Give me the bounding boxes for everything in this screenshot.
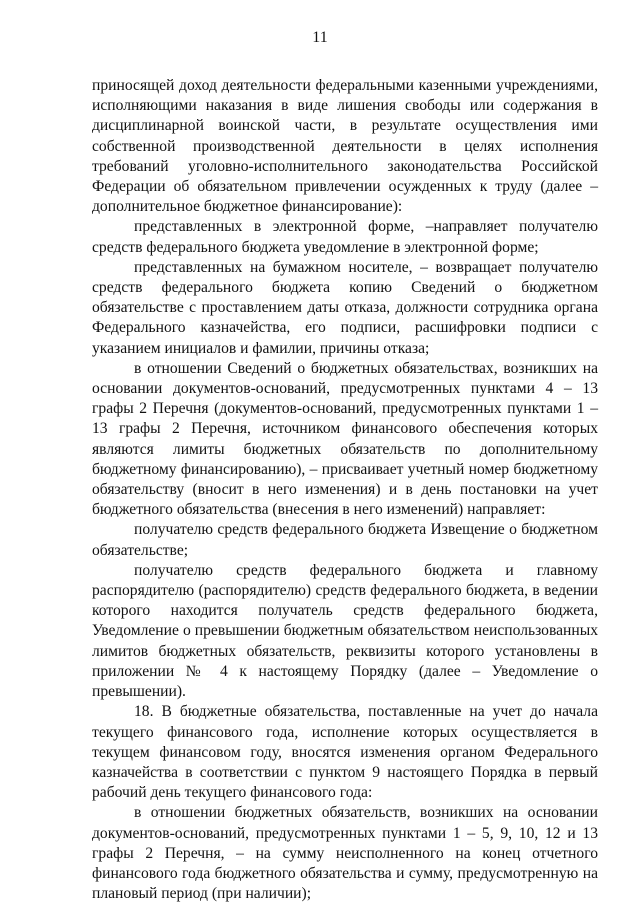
paragraph-budget-obligation-info: в отношении Сведений о бюджетных обязательствах, возникших на основании документов-оснований, предусмотренных пунктами 4 – 13 графы 2 Перечня (документов-оснований, предусмотренных пунктами 1 – 13 графы 2 Перечня, источником финансового обеспечения которых являются лимиты бюджетных обязательств по дополнительному бюджетному финансированию), – присваивает учетный номер бюджетному обязательству (вносит в него изменения) и в день постановки на учет бюджетного обязательства (внесения в него изменений) направляет:: [92, 359, 598, 519]
paragraph-continued: приносящей доход деятельности федеральными казенными учреждениями, исполняющими наказания в виде лишения свободы или содержания в дисциплинарной воинской части, в результате осуществления ими собственной производственной деятельности в целях исполнения требований уголовно-исполнительного законодательства Российской Федерации об обязательном привлечении осужденных к труду (далее – дополнительное бюджетное финансирование):: [92, 77, 598, 216]
document-body: [92, 76, 598, 904]
paragraph-recipient-notice: получателю средств федерального бюджета Извещение о бюджетном обязательстве;: [92, 521, 598, 559]
paragraph-electronic-form: представленных в электронной форме, –направляет получателю средств федерального бюджета уведомление в электронной форме;: [92, 218, 598, 256]
page-number: 11: [312, 29, 328, 46]
paragraph-section-18: 18. В бюджетные обязательства, поставленные на учет до начала текущего финансового года, исполнение которых осуществляется в текущем финансовом году, вносятся изменения органом Федерального казначейства в соответствии с пунктом 9 настоящего Порядка в первый рабочий день текущего финансового года:: [92, 703, 598, 802]
paragraph-unfulfilled-obligations: в отношении бюджетных обязательств, возникших на основании документов-оснований, предусмотренных пунктами 1 – 5, 9, 10, 12 и 13 графы 2 Перечня, – на сумму неисполненного на конец отчетного финансового года бюджетного обязательства и сумму, предусмотренную на плановый период (при наличии);: [92, 804, 598, 903]
paragraph-excess-notice: получателю средств федерального бюджета и главному распорядителю (распорядителю) средств федерального бюджета, в ведении которого находится получатель средств федерального бюджета, Уведомление о превышении бюджетным обязательством неиспользованных лимитов бюджетных обязательств, реквизиты которого установлены в приложении № 4 к настоящему Порядку (далее – Уведомление о превышении).: [92, 561, 598, 701]
paragraph-paper-form: представленных на бумажном носителе, – возвращает получателю средств федерального бюджета копию Сведений о бюджетном обязательстве с проставлением даты отказа, должности сотрудника органа Федерального казначейства, его подписи, расшифровки подписи с указанием инициалов и фамилии, причины отказа;: [92, 258, 598, 357]
